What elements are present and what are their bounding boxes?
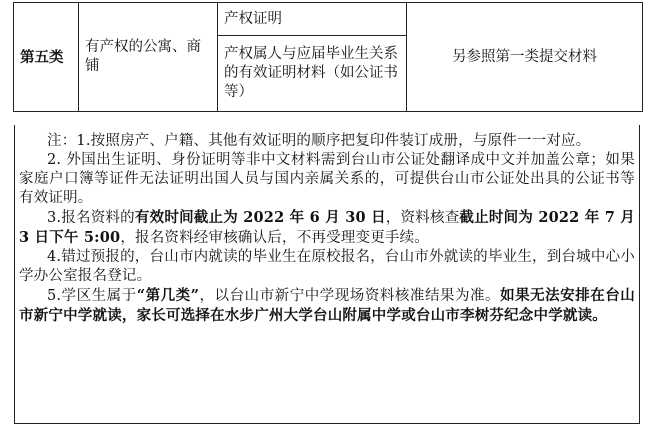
note-4: 4.错过预报的，台山市内就读的毕业生在原校报名，台山市外就读的毕业生，到台城中心小学办公室报名登记。 [19, 249, 635, 284]
note-3-deadline: 有效时间截止为 2022 年 6 月 30 日 [134, 209, 386, 226]
document-cell-1: 产权证明 [218, 3, 407, 36]
note-5 [15, 286, 639, 326]
note-5-text: 5.学区生属于 [47, 288, 137, 304]
note-3 [15, 208, 639, 248]
property-type-cell: 有产权的公寓、商铺 [79, 3, 218, 112]
category-cell: 第五类 [14, 3, 79, 112]
table-row [14, 3, 643, 36]
requirements-table [13, 2, 643, 112]
notes-section [14, 125, 640, 424]
note-2: 2. 外国出生证明、身份证明等非中文材料需到台山市公证处翻译成中文并加盖公章；如果家庭户口簿等证件无法证明出国人员与国内亲属关系的，可提供台山市公证处出具的公证书等有效证明。 [19, 152, 635, 206]
extra-materials-cell: 另参照第一类提交材料 [407, 3, 643, 112]
note-3-text: ，报名资料经审核确认后，不再受理变更手续。 [120, 230, 430, 246]
note-5-text: ，以台山市新宁中学现场资料核准结果为准。 [199, 288, 501, 304]
note-3-text: ，资料核查 [385, 210, 460, 226]
note-3-text: 3.报名资料的 [47, 210, 135, 226]
document-cell-2: 产权属人与应届毕业生关系的有效证明材料（如公证书等） [218, 36, 407, 112]
note-5-alternative-schools: 如果无法安排在台山市新宁中学就读，家长可选择在水步广州大学台山附属中学或台山市李树芬纪念中学就读。 [19, 287, 635, 324]
note-5-category: “第几类” [136, 287, 200, 304]
note-1: 注：1.按照房产、户籍、其他有效证明的顺序把复印件装订成册，与原件一一对应。 [47, 133, 591, 149]
note-3-check-deadline: 截止时间为 2022 年 7 月 3 日下午 5:00 [19, 209, 636, 246]
